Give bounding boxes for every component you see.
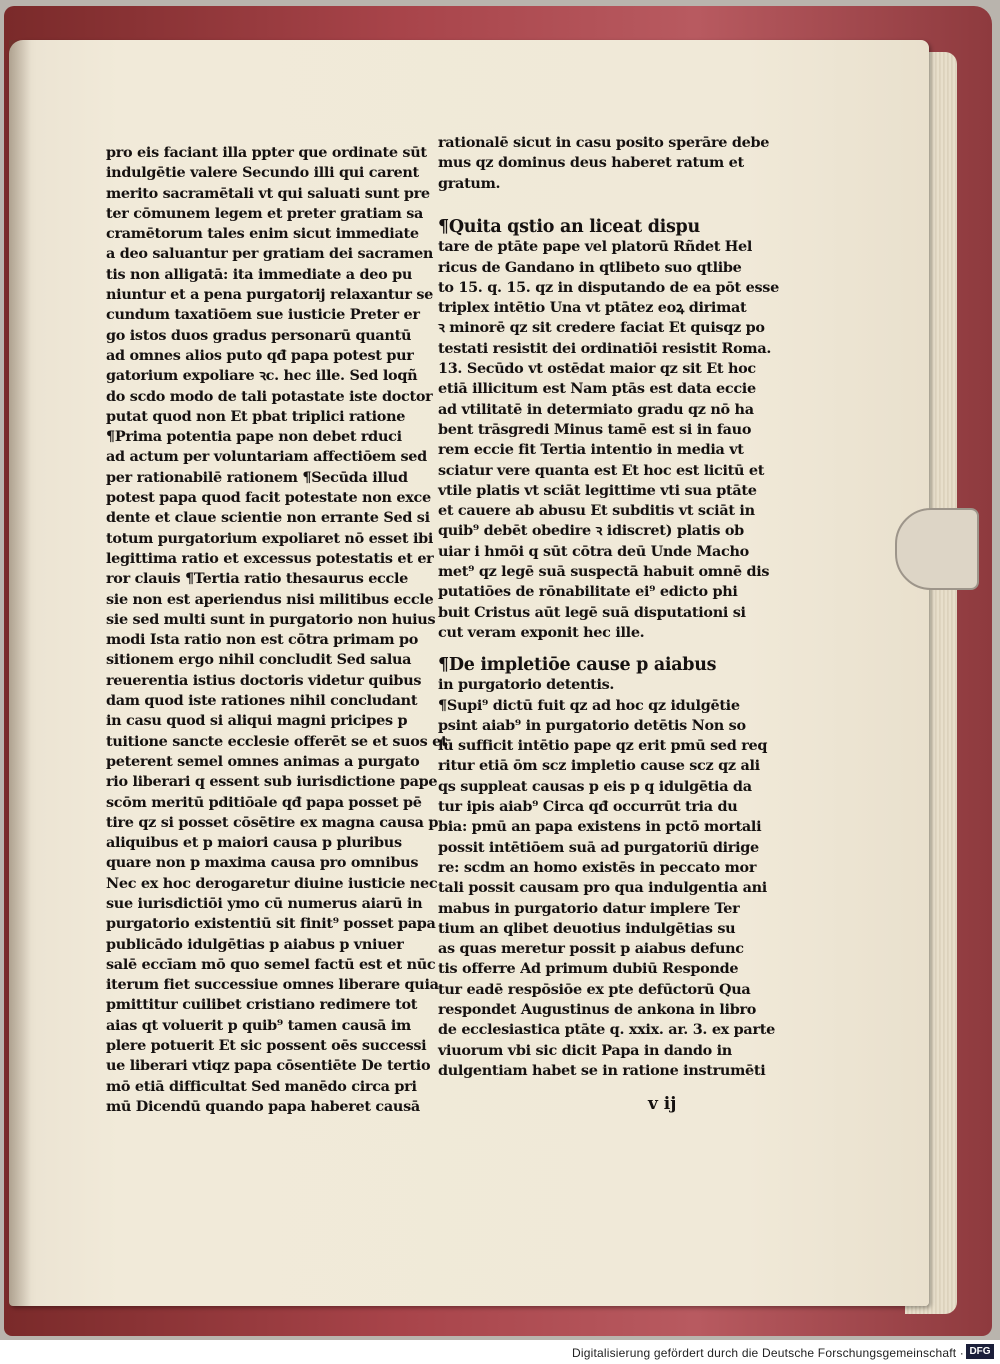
text-line: do scdo modo de tali potastate iste doctor [106, 387, 433, 405]
text-line: to 15. q. 15. qz in disputando de ea pōt esse [438, 278, 779, 296]
text-line: plere potuerit Et sic possent oēs successi [106, 1037, 427, 1055]
text-line: viuorum vbi sic dicit Papa in dando in [438, 1041, 732, 1059]
text-line: cramētorum tales enim sicut immediate [106, 225, 419, 243]
text-line: niuntur et a pena purgatorij relaxantur se [106, 286, 433, 304]
text-line: respondet Augustinus de ankona in libro [438, 1001, 757, 1019]
text-line: totum purgatorium expoliaret nō esset ibi [106, 529, 434, 547]
text-line: tur eadē respōsiōe ex pte defūctorū Qua [438, 980, 751, 998]
text-line: dam quod iste rationes nihil concludant [106, 692, 418, 710]
text-line: per rationabilē rationem ¶Secūda illud [106, 468, 408, 486]
text-line: sciatur vere quanta est Et hoc est licitū et [438, 461, 765, 479]
text-line: tare de ptāte pape vel platorū Rñdet Hel [438, 238, 753, 256]
text-line: ter cōmunem legem et preter gratiam sa [106, 204, 424, 222]
text-line: psint aiab⁹ in purgatorio detētis Non so [438, 716, 746, 734]
text-line: ricus de Gandano in qtlibeto suo qtlibe [438, 258, 742, 276]
text-line: as quas meretur possit p aiabus defunc [438, 940, 744, 958]
text-line: scōm meritū pditiōale qđ papa posset pē [106, 793, 422, 811]
text-line: etiā illicitum est Nam ptās est data eccie [438, 380, 756, 398]
text-line: qs suppleat causas p eis p q idulgētia da [438, 777, 752, 795]
text-line: 13. Secūdo vt ostēdat maior qz sit Et hoc [438, 360, 756, 378]
text-line: rem eccie fit Tertia intentio in media vt [438, 441, 744, 459]
section-de-impletione [438, 655, 775, 1081]
text-line: cundum taxatiōem sue iusticie Preter er [106, 306, 420, 324]
text-line: ad vtilitatē in determiato gradu qz nō ha [438, 400, 754, 418]
text-line: in purgatorio detentis. [438, 676, 615, 694]
text-line: tuitione sancte ecclesie offerēt se et suos et [106, 732, 448, 750]
text-line: publicādo idulgētias p aiabus p vniuer [106, 935, 404, 953]
text-line: tur ipis aiab⁹ Circa qđ occurrūt tria du [438, 798, 738, 816]
text-line: rio liberari q essent sub iurisdictione pape [106, 773, 438, 791]
text-line: salē eccīam mō quo semel factū est et nūc [106, 955, 436, 973]
text-line: ¶Prima potentia pape non debet rduci [106, 428, 402, 446]
text-line: possit intētiōem suā ad purgatoriū dirige [438, 838, 759, 856]
text-line: tis offerre Ad primum dubiū Responde [438, 960, 739, 978]
clasp-tab [895, 508, 979, 590]
section-quinta-questio [438, 217, 779, 643]
text-line: et cauere ab abusu Et subditis vt sciāt in [438, 502, 755, 520]
left-text-column [106, 143, 447, 1117]
text-line: bent trāsgredi Minus tamē est si in fauo [438, 420, 752, 438]
text-line: iterum fiet successiue omnes liberare quia [106, 976, 439, 994]
section-heading: ¶De impletiōe cause p aiabus [438, 655, 717, 675]
text-line: aliquibus et p maiori causa p pluribus [106, 834, 402, 852]
text-line: gatorium expoliare ꝛc. hec ille. Sed loqñ [106, 367, 418, 385]
text-line: sie sed multi sunt in purgatorio non huius [106, 610, 436, 628]
text-line: pro eis faciant illa ppter que ordinate sūt [106, 144, 427, 161]
footer-credit: Digitalisierung gefördert durch die Deutsche Forschungsgemeinschaft · [572, 1346, 964, 1360]
text-line: ue liberari vtiqz papa cōsentiēte De tertio [106, 1057, 431, 1075]
text-line: tali possit causam pro qua indulgentia ani [438, 879, 767, 897]
text-line: quib⁹ debēt obedire ꝛ idiscret) platis ob [438, 522, 744, 540]
text-line: purgatorio existentiū sit finit⁹ posset papa [106, 915, 436, 933]
text-line: mū Dicendū quando papa haberet causā [106, 1097, 420, 1115]
text-line: lū sufficit intētio pape qz erit pmū sed req [438, 737, 768, 755]
text-line: met⁹ qz legē suā suspectā habuit omnē dis [438, 563, 770, 581]
text-line: potest papa quod facit potestate non exce [106, 489, 431, 507]
text-line: putat quod non Et pbat triplici ratione [106, 407, 406, 425]
text-line: ad actum per voluntariam affectiōem sed [106, 448, 427, 466]
right-column-continuation [438, 133, 769, 194]
text-line: ad omnes alios puto qđ papa potest pur [106, 346, 414, 364]
text-line: buit Cristus aūt legē suā disputationi si [438, 603, 746, 621]
text-line: testati resistit dei ordinatiōi resistit Roma. [438, 339, 772, 357]
text-line: bia: pmū an papa existens in pctō mortali [438, 818, 762, 836]
text-line: tis non alligatā: ita immediate a deo pu [106, 265, 413, 283]
text-line: re: scdm an homo existēs in peccato mor [438, 858, 757, 876]
text-line: dente et claue scientie non errante Sed si [106, 509, 430, 527]
text-line: mō etiā difficultat Sed manēdo circa pri [106, 1077, 417, 1095]
signature-mark: v ij [648, 1094, 677, 1114]
text-line: a deo saluantur per gratiam dei sacramen [106, 245, 434, 263]
text-line: go istos duos gradus personarū quantū [106, 326, 412, 344]
text-line: tire qz si posset cōsētire ex magna causa p [106, 813, 439, 831]
text-line: in casu quod si aliqui magni pricipes p [106, 712, 408, 730]
text-line: pmittitur cuilibet cristiano redimere tot [106, 996, 418, 1014]
text-line: putatiōes de rōnabilitate ei⁹ edicto phi [438, 583, 738, 601]
text-line: legittima ratio et excessus potestatis et er [106, 549, 434, 567]
text-line: sitionem ergo nihil concludit Sed salua [106, 651, 412, 669]
text-line: vtile platis vt sciāt legittime vti sua ptāte [438, 481, 757, 499]
text-line: triplex intētio Una vt ptātez eoꝝ dirimat [438, 299, 747, 317]
text-line: gratum. [438, 174, 501, 192]
section-heading: ¶Quita qstio an liceat dispu [438, 217, 700, 237]
text-line: quare non p maxima causa pro omnibus [106, 854, 419, 872]
text-line: ritur etiā ōm scz impletio cause scz qz ali [438, 757, 760, 775]
text-line: de ecclesiastica ptāte q. xxix. ar. 3. ex parte [438, 1021, 775, 1039]
text-line: mabus in purgatorio datur implere Ter [438, 899, 740, 917]
text-line: merito sacramētali vt qui saluati sunt pre [106, 184, 430, 202]
text-line: tium an qlibet deuotius indulgētias su [438, 919, 736, 937]
text-line: sue iurisdictiōi ymo cū numerus aiarū in [106, 894, 423, 912]
text-line: ¶Supi⁹ dictū fuit qz ad hoc qz idulgētie [438, 696, 740, 714]
text-line: dulgentiam habet se in ratione instrumēti [438, 1061, 766, 1079]
text-line: rationalē sicut in casu posito sperāre debe [438, 134, 770, 151]
text-line: reuerentia istius doctoris videtur quibus [106, 671, 422, 689]
text-line: ror clauis ¶Tertia ratio thesaurus eccle [106, 570, 409, 588]
text-line: ꝛ minorē qz sit credere faciat Et quisqz po [438, 319, 765, 337]
text-line: mus qz dominus deus haberet ratum et [438, 154, 744, 172]
text-line: Nec ex hoc derogaretur diuine iusticie nec [106, 874, 438, 892]
text-line: aias qt voluerit p quib⁹ tamen causā im [106, 1016, 411, 1034]
dfg-logo: DFG [966, 1344, 994, 1359]
text-line: peterent semel omnes animas a purgato [106, 752, 420, 770]
text-line: sie non est aperiendus nisi militibus eccle [106, 590, 434, 608]
text-line: uiar i hmōi q sūt cōtra deū Unde Macho [438, 542, 749, 560]
text-line: cut veram exponit hec ille. [438, 623, 645, 641]
text-line: indulgētie valere Secundo illi qui carent [106, 164, 419, 182]
gutter-shadow [9, 40, 31, 1306]
text-line: modi Ista ratio non est cōtra primam po [106, 631, 419, 649]
